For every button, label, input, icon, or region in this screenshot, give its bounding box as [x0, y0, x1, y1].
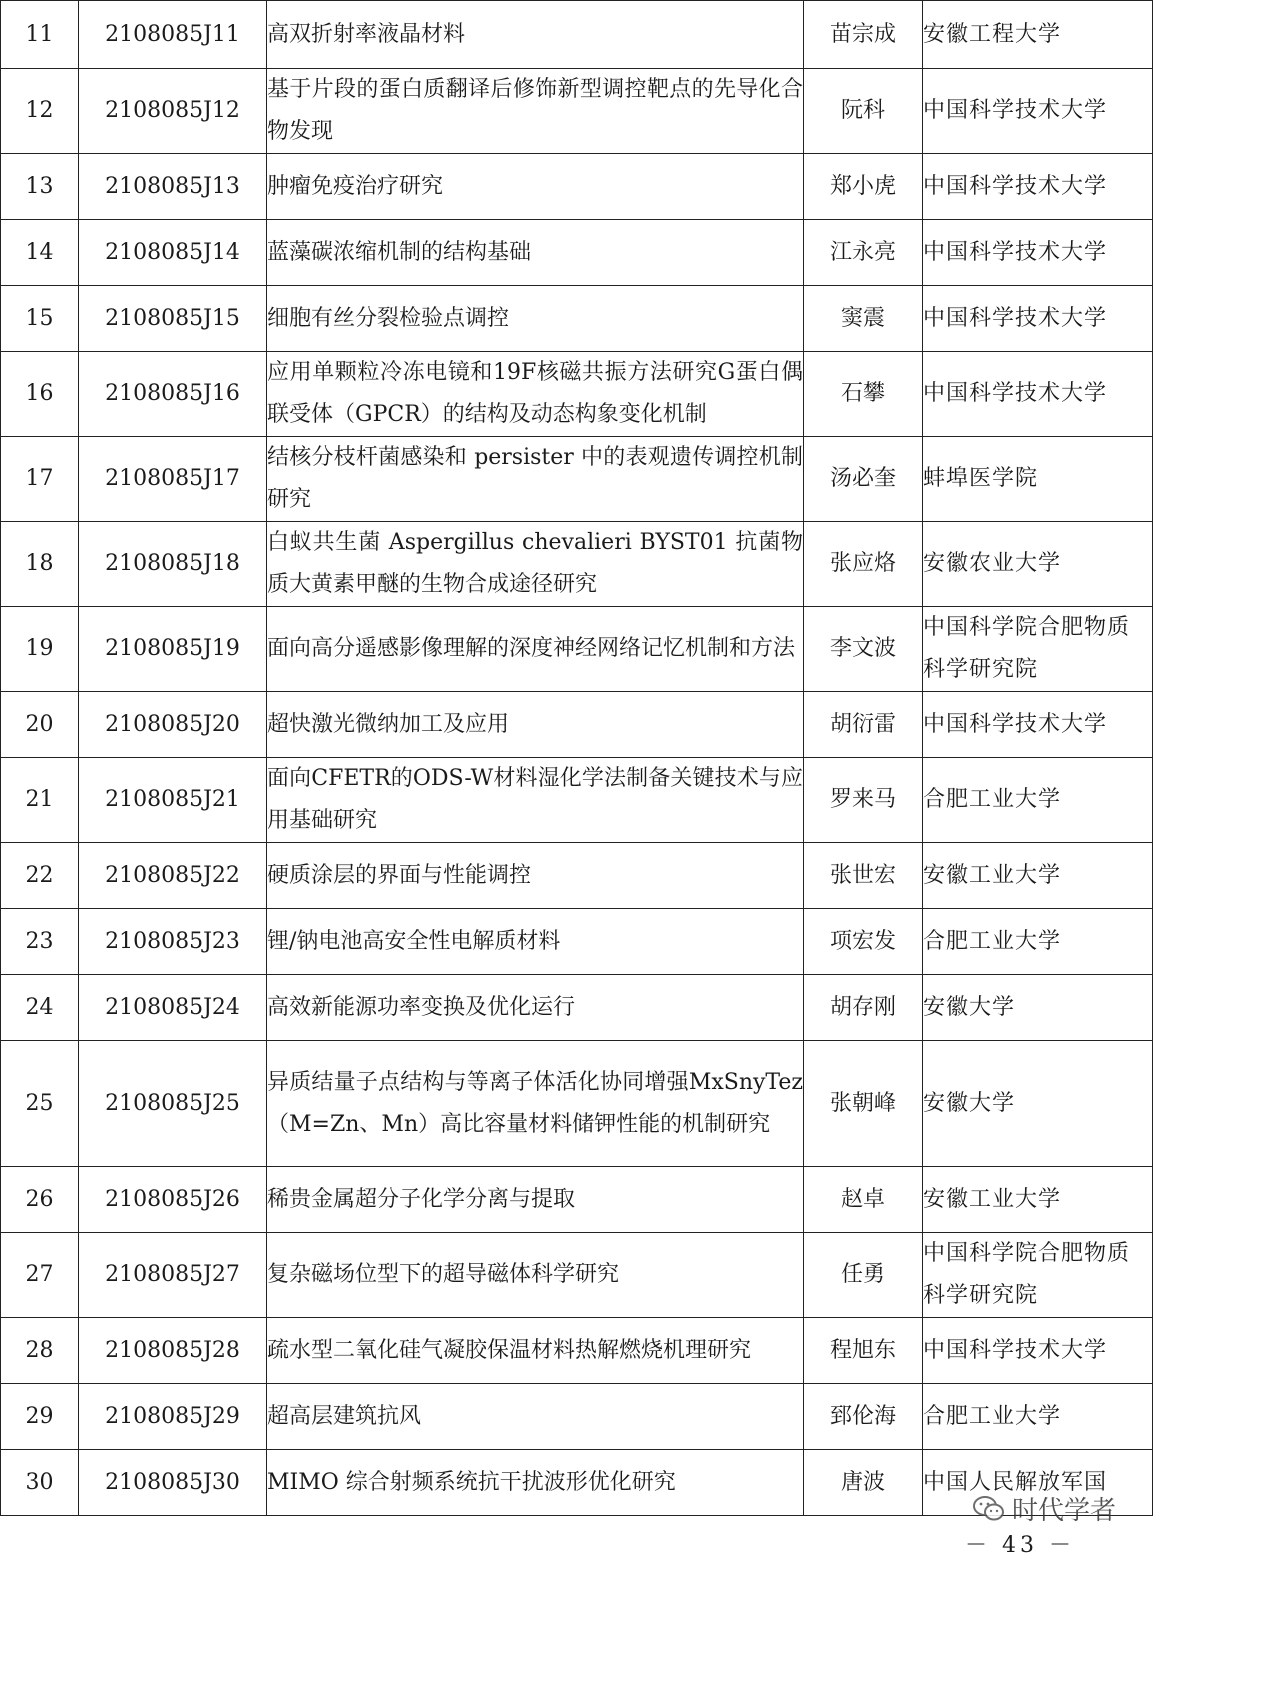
project-title: 面向高分遥感影像理解的深度神经网络记忆机制和方法 [267, 607, 804, 692]
table-row [1, 1041, 1153, 1167]
row-number: 14 [1, 220, 79, 286]
project-code: 2108085J26 [79, 1167, 267, 1233]
principal-investigator: 任勇 [804, 1233, 923, 1318]
project-title: 高双折射率液晶材料 [267, 1, 804, 69]
project-code: 2108085J27 [79, 1233, 267, 1318]
principal-investigator: 窦震 [804, 286, 923, 352]
project-code: 2108085J29 [79, 1384, 267, 1450]
row-number: 18 [1, 522, 79, 607]
principal-investigator: 罗来马 [804, 758, 923, 843]
institution: 中国科学院合肥物质科学研究院 [923, 1233, 1153, 1318]
row-number: 22 [1, 843, 79, 909]
table-row [1, 692, 1153, 758]
institution: 中国人民解放军国 [923, 1450, 1153, 1516]
institution: 中国科学院合肥物质科学研究院 [923, 607, 1153, 692]
institution: 安徽大学 [923, 1041, 1153, 1167]
table-row [1, 843, 1153, 909]
principal-investigator: 胡衍雷 [804, 692, 923, 758]
institution: 中国科学技术大学 [923, 154, 1153, 220]
table-row [1, 1384, 1153, 1450]
project-title: 应用单颗粒冷冻电镜和19F核磁共振方法研究G蛋白偶联受体（GPCR）的结构及动态构象变化机制 [267, 352, 804, 437]
institution: 安徽工程大学 [923, 1, 1153, 69]
project-code: 2108085J22 [79, 843, 267, 909]
row-number: 30 [1, 1450, 79, 1516]
page-number: － 43 － [965, 1533, 1075, 1558]
row-number: 15 [1, 286, 79, 352]
project-title: 细胞有丝分裂检验点调控 [267, 286, 804, 352]
principal-investigator: 项宏发 [804, 909, 923, 975]
row-number: 12 [1, 69, 79, 154]
table-row [1, 909, 1153, 975]
row-number: 16 [1, 352, 79, 437]
project-title: 异质结量子点结构与等离子体活化协同增强MxSnyTez（M=Zn、Mn）高比容量材料储钾性能的机制研究 [267, 1041, 804, 1167]
project-code: 2108085J28 [79, 1318, 267, 1384]
project-title: 稀贵金属超分子化学分离与提取 [267, 1167, 804, 1233]
principal-investigator: 胡存刚 [804, 975, 923, 1041]
table-row [1, 1233, 1153, 1318]
table-row [1, 69, 1153, 154]
row-number: 29 [1, 1384, 79, 1450]
project-code: 2108085J14 [79, 220, 267, 286]
institution: 中国科学技术大学 [923, 692, 1153, 758]
project-code: 2108085J17 [79, 437, 267, 522]
table-row [1, 1, 1153, 69]
row-number: 25 [1, 1041, 79, 1167]
watermark [972, 1490, 1116, 1527]
project-title: 基于片段的蛋白质翻译后修饰新型调控靶点的先导化合物发现 [267, 69, 804, 154]
institution: 中国科学技术大学 [923, 352, 1153, 437]
institution: 合肥工业大学 [923, 909, 1153, 975]
institution: 中国科学技术大学 [923, 1318, 1153, 1384]
row-number: 24 [1, 975, 79, 1041]
table-row [1, 437, 1153, 522]
project-code: 2108085J19 [79, 607, 267, 692]
table-row [1, 154, 1153, 220]
row-number: 28 [1, 1318, 79, 1384]
project-title: 硬质涂层的界面与性能调控 [267, 843, 804, 909]
institution: 安徽工业大学 [923, 1167, 1153, 1233]
row-number: 27 [1, 1233, 79, 1318]
principal-investigator: 阮科 [804, 69, 923, 154]
table-row [1, 220, 1153, 286]
principal-investigator: 江永亮 [804, 220, 923, 286]
project-title: 超高层建筑抗风 [267, 1384, 804, 1450]
table-row [1, 1167, 1153, 1233]
principal-investigator: 汤必奎 [804, 437, 923, 522]
project-code: 2108085J21 [79, 758, 267, 843]
principal-investigator: 张朝峰 [804, 1041, 923, 1167]
project-code: 2108085J18 [79, 522, 267, 607]
project-title: 面向CFETR的ODS-W材料湿化学法制备关键技术与应用基础研究 [267, 758, 804, 843]
row-number: 13 [1, 154, 79, 220]
project-title: 疏水型二氧化硅气凝胶保温材料热解燃烧机理研究 [267, 1318, 804, 1384]
table-row [1, 1318, 1153, 1384]
row-number: 20 [1, 692, 79, 758]
institution: 安徽工业大学 [923, 843, 1153, 909]
project-title: 锂/钠电池高安全性电解质材料 [267, 909, 804, 975]
project-code: 2108085J23 [79, 909, 267, 975]
row-number: 11 [1, 1, 79, 69]
project-title: MIMO 综合射频系统抗干扰波形优化研究 [267, 1450, 804, 1516]
project-title: 复杂磁场位型下的超导磁体科学研究 [267, 1233, 804, 1318]
project-title: 结核分枝杆菌感染和 persister 中的表观遗传调控机制研究 [267, 437, 804, 522]
project-code: 2108085J30 [79, 1450, 267, 1516]
project-title: 高效新能源功率变换及优化运行 [267, 975, 804, 1041]
row-number: 23 [1, 909, 79, 975]
table-row [1, 607, 1153, 692]
project-code: 2108085J24 [79, 975, 267, 1041]
institution: 中国科学技术大学 [923, 220, 1153, 286]
project-title: 超快激光微纳加工及应用 [267, 692, 804, 758]
principal-investigator: 唐波 [804, 1450, 923, 1516]
principal-investigator: 苗宗成 [804, 1, 923, 69]
principal-investigator: 石攀 [804, 352, 923, 437]
project-code: 2108085J25 [79, 1041, 267, 1167]
institution: 蚌埠医学院 [923, 437, 1153, 522]
principal-investigator: 郅伦海 [804, 1384, 923, 1450]
institution: 合肥工业大学 [923, 1384, 1153, 1450]
institution: 安徽大学 [923, 975, 1153, 1041]
table-row [1, 758, 1153, 843]
institution: 合肥工业大学 [923, 758, 1153, 843]
project-code: 2108085J12 [79, 69, 267, 154]
table-body [1, 1, 1153, 1516]
principal-investigator: 赵卓 [804, 1167, 923, 1233]
watermark-text: 时代学者 [1012, 1496, 1117, 1526]
wechat-icon [972, 1494, 1006, 1524]
project-code: 2108085J20 [79, 692, 267, 758]
project-code: 2108085J13 [79, 154, 267, 220]
principal-investigator: 程旭东 [804, 1318, 923, 1384]
table-row [1, 352, 1153, 437]
table-row [1, 286, 1153, 352]
principal-investigator: 张应烙 [804, 522, 923, 607]
project-title: 肿瘤免疫治疗研究 [267, 154, 804, 220]
project-code: 2108085J16 [79, 352, 267, 437]
row-number: 19 [1, 607, 79, 692]
principal-investigator: 郑小虎 [804, 154, 923, 220]
row-number: 17 [1, 437, 79, 522]
institution: 安徽农业大学 [923, 522, 1153, 607]
project-code: 2108085J11 [79, 1, 267, 69]
project-code: 2108085J15 [79, 286, 267, 352]
row-number: 26 [1, 1167, 79, 1233]
principal-investigator: 张世宏 [804, 843, 923, 909]
table-row [1, 975, 1153, 1041]
project-title: 白蚁共生菌 Aspergillus chevalieri BYST01 抗菌物质大黄素甲醚的生物合成途径研究 [267, 522, 804, 607]
principal-investigator: 李文波 [804, 607, 923, 692]
project-title: 蓝藻碳浓缩机制的结构基础 [267, 220, 804, 286]
institution: 中国科学技术大学 [923, 69, 1153, 154]
row-number: 21 [1, 758, 79, 843]
institution: 中国科学技术大学 [923, 286, 1153, 352]
table-row [1, 522, 1153, 607]
